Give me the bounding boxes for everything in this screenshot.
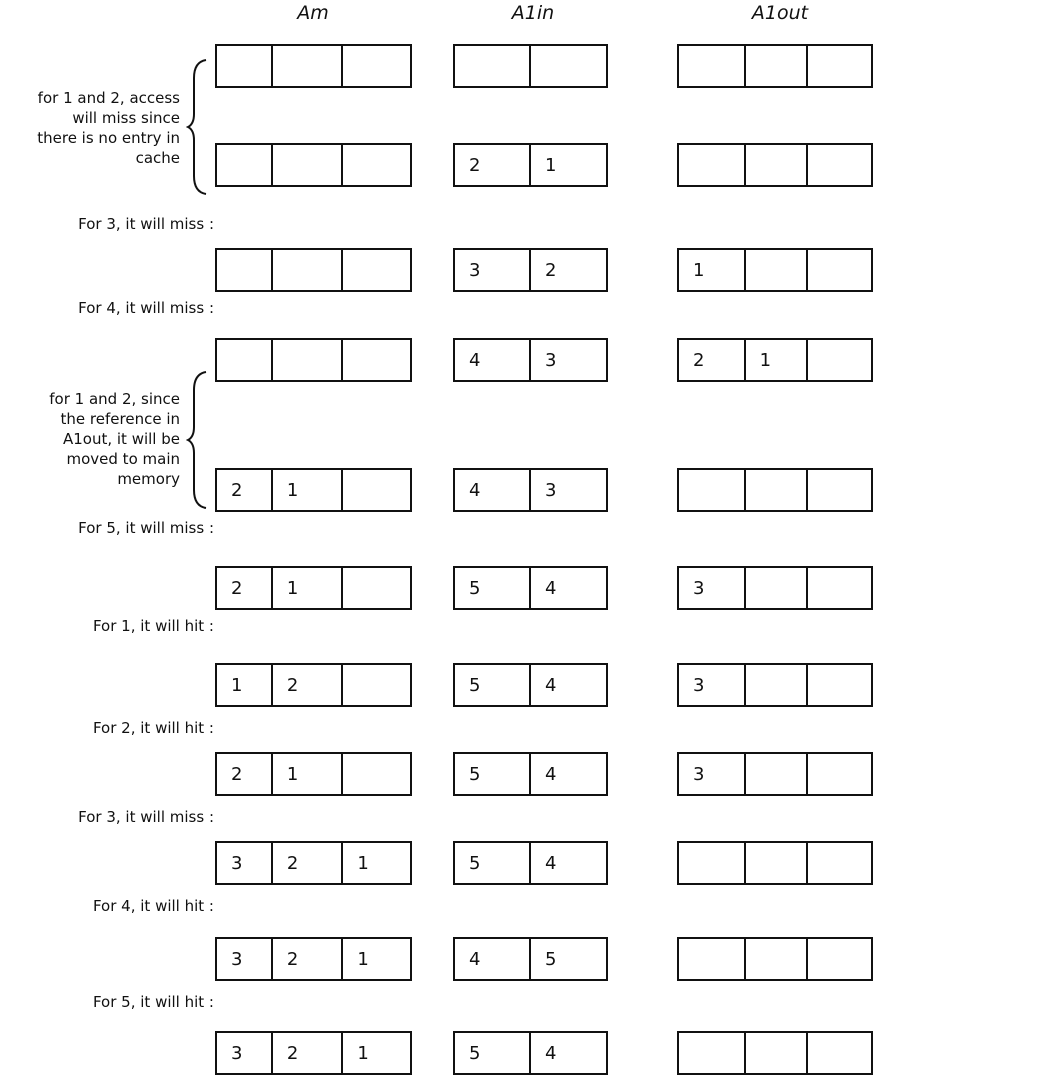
a1out-slot — [808, 340, 871, 380]
a1out-slot — [746, 568, 809, 608]
am-slot: 3 — [217, 1033, 273, 1073]
header-am: Am — [297, 2, 329, 24]
a1out-slot — [746, 46, 809, 86]
am-buffer — [215, 663, 412, 707]
a1out-slot — [808, 843, 871, 883]
a1out-slot — [746, 250, 809, 290]
am-buffer — [215, 937, 412, 981]
a1out-slot: 3 — [679, 754, 746, 794]
a1in-buffer — [453, 44, 608, 88]
a1in-slot: 4 — [455, 470, 531, 510]
a1out-buffer — [677, 1031, 873, 1075]
a1in-buffer — [453, 566, 608, 610]
a1out-buffer — [677, 752, 873, 796]
step-label: For 1, it will hit : — [92, 617, 214, 635]
a1out-slot: 1 — [679, 250, 746, 290]
am-slot: 2 — [273, 665, 344, 705]
a1out-buffer — [677, 663, 873, 707]
a1in-slot: 4 — [545, 1042, 557, 1064]
am-slot: 2 — [217, 470, 273, 510]
am-buffer — [215, 1031, 412, 1075]
a1in-buffer — [453, 752, 608, 796]
a1out-slot — [679, 46, 746, 86]
a1in-slot: 3 — [545, 479, 557, 501]
am-slot: 2 — [217, 568, 273, 608]
brace-promote-to-main — [186, 370, 216, 510]
step-label: For 2, it will hit : — [92, 719, 214, 737]
am-slot — [217, 340, 273, 380]
a1out-slot — [746, 1033, 809, 1073]
am-buffer — [215, 841, 412, 885]
a1in-slot: 5 — [545, 948, 557, 970]
a1out-slot — [679, 470, 746, 510]
am-slot: 1 — [357, 948, 369, 970]
a1in-buffer — [453, 841, 608, 885]
a1out-slot — [808, 568, 871, 608]
a1in-buffer — [453, 143, 608, 187]
header-a1in: A1in — [511, 2, 555, 24]
note-line: the reference in — [60, 410, 180, 428]
am-slot — [273, 250, 344, 290]
a1out-buffer — [677, 338, 873, 382]
a1in-slot: 4 — [455, 939, 531, 979]
am-slot — [343, 754, 410, 794]
a1out-buffer — [677, 468, 873, 512]
a1out-slot: 3 — [679, 665, 746, 705]
a1out-slot — [808, 1033, 871, 1073]
brace-initial-misses — [186, 58, 216, 196]
a1in-slot: 5 — [455, 1033, 531, 1073]
a1out-buffer — [677, 841, 873, 885]
a1in-slot: 5 — [455, 665, 531, 705]
am-slot — [217, 46, 273, 86]
a1in-slot — [455, 46, 531, 86]
am-slot — [217, 250, 273, 290]
am-buffer — [215, 468, 412, 512]
a1out-slot — [746, 145, 809, 185]
a1out-buffer — [677, 566, 873, 610]
a1out-slot: 2 — [679, 340, 746, 380]
a1out-slot — [808, 145, 871, 185]
am-slot — [343, 250, 410, 290]
step-label: For 3, it will miss : — [78, 808, 214, 826]
am-buffer — [215, 248, 412, 292]
note-line: cache — [135, 149, 180, 167]
am-slot: 2 — [217, 754, 273, 794]
a1out-slot — [808, 470, 871, 510]
a1out-slot: 3 — [679, 568, 746, 608]
am-buffer — [215, 338, 412, 382]
am-slot — [343, 665, 410, 705]
step-label: For 5, it will miss : — [78, 519, 214, 537]
am-buffer — [215, 44, 412, 88]
a1out-slot — [746, 843, 809, 883]
a1in-buffer — [453, 1031, 608, 1075]
step-label: For 5, it will hit : — [92, 993, 214, 1011]
note-line: memory — [117, 470, 180, 488]
am-slot — [273, 46, 344, 86]
a1out-slot — [679, 1033, 746, 1073]
a1in-buffer — [453, 937, 608, 981]
a1out-slot — [746, 754, 809, 794]
a1in-slot: 3 — [545, 349, 557, 371]
a1in-slot: 4 — [545, 763, 557, 785]
note-initial-misses — [37, 88, 180, 168]
a1in-buffer — [453, 663, 608, 707]
a1out-slot — [679, 145, 746, 185]
a1out-slot — [808, 250, 871, 290]
a1out-slot — [746, 470, 809, 510]
am-buffer — [215, 143, 412, 187]
am-slot — [343, 46, 410, 86]
a1in-slot: 4 — [545, 674, 557, 696]
step-label: For 4, it will miss : — [78, 299, 214, 317]
note-line: moved to main — [66, 450, 180, 468]
am-slot: 1 — [273, 568, 344, 608]
am-slot: 1 — [273, 470, 344, 510]
a1in-slot: 5 — [455, 754, 531, 794]
note-line: for 1 and 2, access — [37, 89, 180, 107]
a1out-buffer — [677, 248, 873, 292]
am-buffer — [215, 566, 412, 610]
am-slot — [217, 145, 273, 185]
am-slot: 1 — [217, 665, 273, 705]
a1out-slot — [808, 754, 871, 794]
a1in-slot: 4 — [455, 340, 531, 380]
a1in-buffer — [453, 248, 608, 292]
a1in-slot: 5 — [455, 568, 531, 608]
a1out-slot — [746, 939, 809, 979]
a1in-slot: 2 — [545, 259, 557, 281]
am-slot: 3 — [217, 843, 273, 883]
am-slot: 2 — [273, 1033, 344, 1073]
a1in-buffer — [453, 338, 608, 382]
a1out-buffer — [677, 143, 873, 187]
am-slot — [343, 470, 410, 510]
step-label: For 4, it will hit : — [92, 897, 214, 915]
step-label: For 3, it will miss : — [78, 215, 214, 233]
note-line: A1out, it will be — [62, 430, 180, 448]
am-slot: 3 — [217, 939, 273, 979]
header-a1out: A1out — [751, 2, 809, 24]
a1out-slot — [679, 843, 746, 883]
note-line: for 1 and 2, since — [49, 390, 180, 408]
a1out-buffer — [677, 44, 873, 88]
a1out-slot — [679, 939, 746, 979]
note-line: there is no entry in — [37, 129, 180, 147]
note-line: will miss since — [72, 109, 180, 127]
am-slot — [343, 340, 410, 380]
a1in-buffer — [453, 468, 608, 512]
am-slot — [343, 568, 410, 608]
am-slot — [273, 340, 344, 380]
a1in-slot: 1 — [545, 154, 557, 176]
a1out-slot — [746, 665, 809, 705]
a1out-slot — [808, 665, 871, 705]
a1in-slot: 5 — [455, 843, 531, 883]
a1out-slot — [808, 939, 871, 979]
am-slot: 1 — [357, 852, 369, 874]
a1out-buffer — [677, 937, 873, 981]
am-slot — [273, 145, 344, 185]
a1in-slot: 4 — [545, 577, 557, 599]
a1in-slot: 4 — [545, 852, 557, 874]
am-slot: 1 — [357, 1042, 369, 1064]
a1out-slot — [808, 46, 871, 86]
am-slot — [343, 145, 410, 185]
am-buffer — [215, 752, 412, 796]
a1in-slot: 3 — [455, 250, 531, 290]
am-slot: 1 — [273, 754, 344, 794]
a1in-slot — [531, 46, 606, 86]
a1out-slot: 1 — [746, 340, 809, 380]
a1in-slot: 2 — [455, 145, 531, 185]
note-promote-to-main — [49, 389, 180, 489]
am-slot: 2 — [273, 939, 344, 979]
am-slot: 2 — [273, 843, 344, 883]
